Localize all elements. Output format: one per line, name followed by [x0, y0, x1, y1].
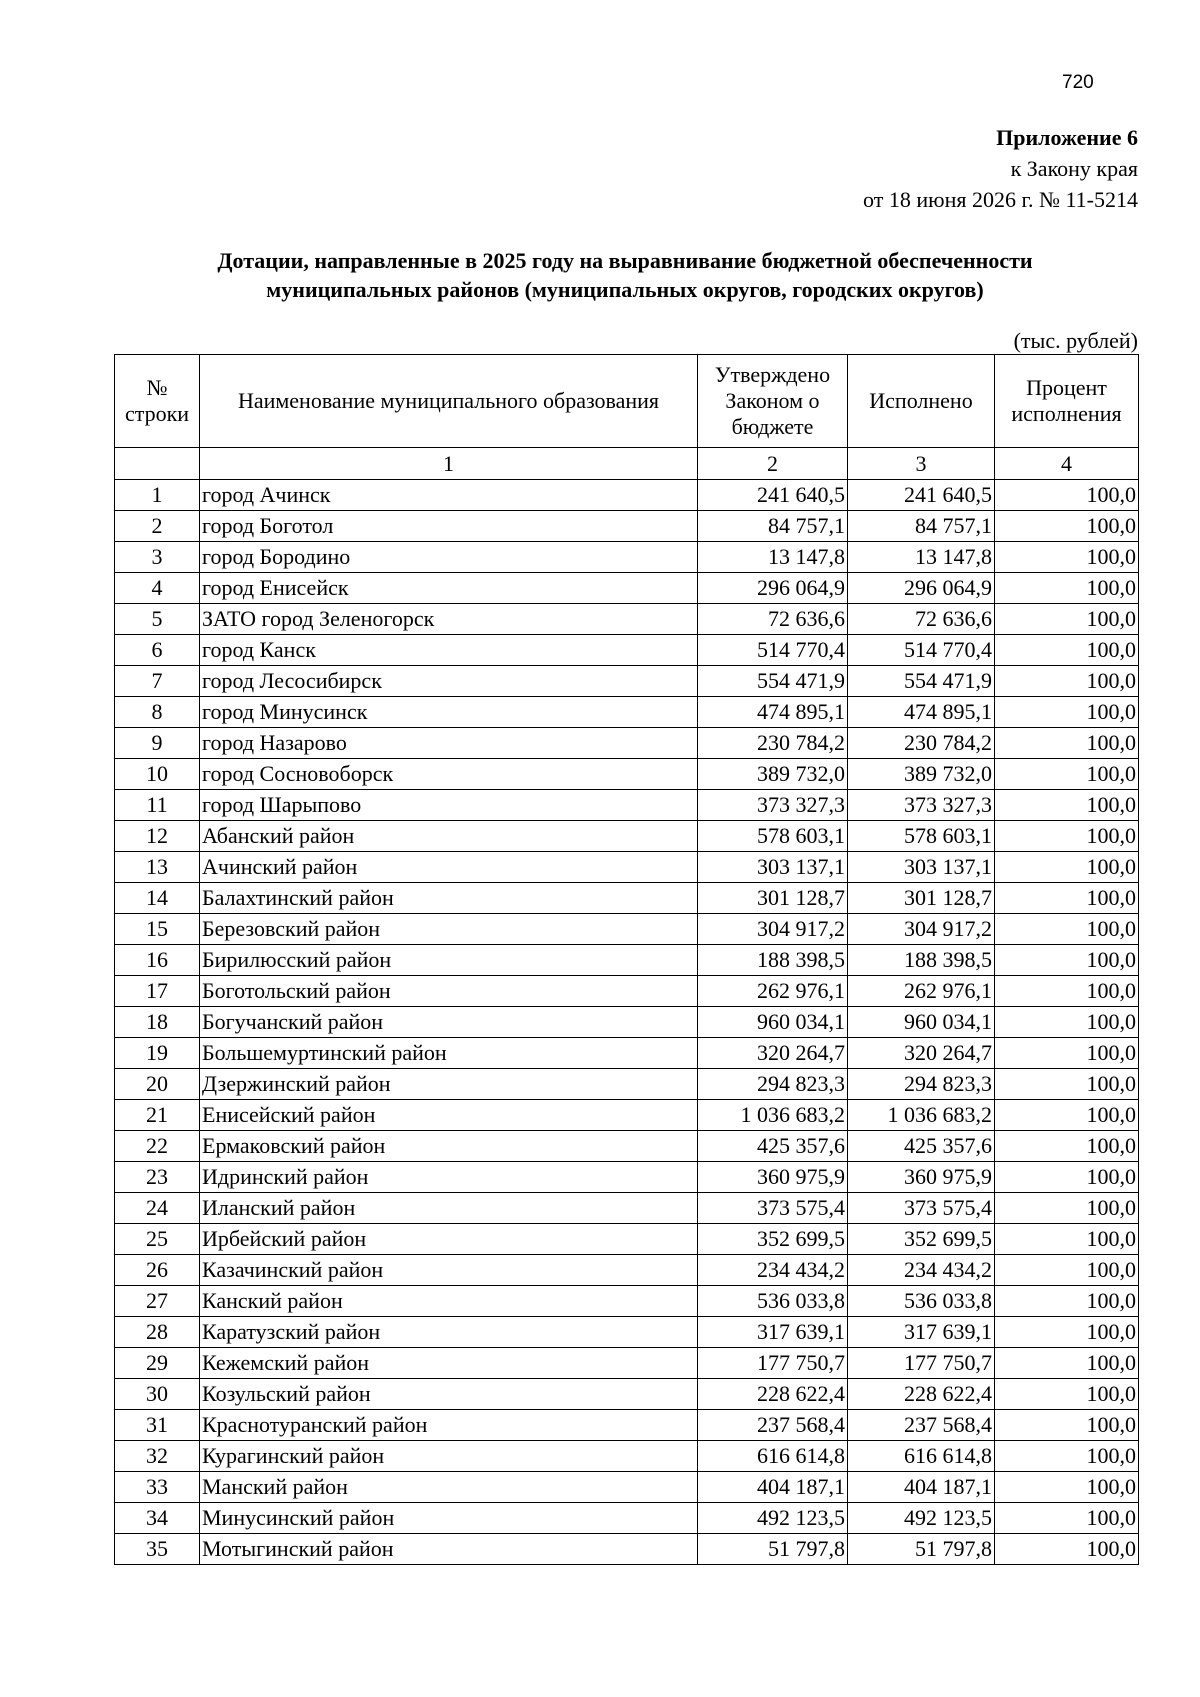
table-row [115, 1224, 1139, 1255]
page-number: 720 [1062, 72, 1094, 93]
table-row [115, 1193, 1139, 1224]
municipality-name: Курагинский район [200, 1441, 698, 1472]
executed-amount: 373 575,4 [848, 1193, 995, 1224]
approved-amount: 960 034,1 [698, 1007, 848, 1038]
table-row [115, 1131, 1139, 1162]
execution-percent: 100,0 [995, 666, 1139, 697]
approved-amount: 237 568,4 [698, 1410, 848, 1441]
table-row [115, 790, 1139, 821]
table-row [115, 1069, 1139, 1100]
execution-percent: 100,0 [995, 790, 1139, 821]
header-row-number: № строки [115, 355, 200, 448]
document-title-line-1: Дотации, направленные в 2025 году на выравнивание бюджетной обеспеченности [217, 248, 1033, 273]
approved-amount: 296 064,9 [698, 573, 848, 604]
municipality-name: Кежемский район [200, 1348, 698, 1379]
row-number: 19 [115, 1038, 200, 1069]
row-number: 26 [115, 1255, 200, 1286]
executed-amount: 492 123,5 [848, 1503, 995, 1534]
approved-amount: 228 622,4 [698, 1379, 848, 1410]
column-number-3: 3 [848, 448, 995, 480]
row-number: 22 [115, 1131, 200, 1162]
row-number: 12 [115, 821, 200, 852]
row-number: 14 [115, 883, 200, 914]
execution-percent: 100,0 [995, 1224, 1139, 1255]
approved-amount: 177 750,7 [698, 1348, 848, 1379]
row-number: 28 [115, 1317, 200, 1348]
municipality-name: Боготольский район [200, 976, 698, 1007]
executed-amount: 262 976,1 [848, 976, 995, 1007]
municipality-name: Березовский район [200, 914, 698, 945]
execution-percent: 100,0 [995, 480, 1139, 511]
executed-amount: 303 137,1 [848, 852, 995, 883]
municipality-name: Идринский район [200, 1162, 698, 1193]
table-row [115, 1410, 1139, 1441]
row-number: 7 [115, 666, 200, 697]
approved-amount: 425 357,6 [698, 1131, 848, 1162]
table-row [115, 1534, 1139, 1565]
municipality-name: Козульский район [200, 1379, 698, 1410]
execution-percent: 100,0 [995, 635, 1139, 666]
municipality-name: Минусинский район [200, 1503, 698, 1534]
row-number: 25 [115, 1224, 200, 1255]
approved-amount: 188 398,5 [698, 945, 848, 976]
table-row [115, 573, 1139, 604]
executed-amount: 1 036 683,2 [848, 1100, 995, 1131]
municipality-name: ЗАТО город Зеленогорск [200, 604, 698, 635]
document-title-line-2: муниципальных районов (муниципальных округов, городских округов) [266, 277, 984, 302]
municipality-name: город Енисейск [200, 573, 698, 604]
execution-percent: 100,0 [995, 852, 1139, 883]
row-number: 32 [115, 1441, 200, 1472]
approved-amount: 389 732,0 [698, 759, 848, 790]
approved-amount: 320 264,7 [698, 1038, 848, 1069]
execution-percent: 100,0 [995, 821, 1139, 852]
executed-amount: 554 471,9 [848, 666, 995, 697]
execution-percent: 100,0 [995, 1131, 1139, 1162]
executed-amount: 425 357,6 [848, 1131, 995, 1162]
appendix-title: Приложение 6 [996, 125, 1138, 150]
execution-percent: 100,0 [995, 1255, 1139, 1286]
municipality-name: Казачинский район [200, 1255, 698, 1286]
row-number: 15 [115, 914, 200, 945]
executed-amount: 13 147,8 [848, 542, 995, 573]
row-number: 6 [115, 635, 200, 666]
approved-amount: 554 471,9 [698, 666, 848, 697]
approved-amount: 303 137,1 [698, 852, 848, 883]
row-number: 21 [115, 1100, 200, 1131]
execution-percent: 100,0 [995, 1503, 1139, 1534]
row-number: 11 [115, 790, 200, 821]
table-header-row [115, 355, 1139, 448]
executed-amount: 228 622,4 [848, 1379, 995, 1410]
executed-amount: 373 327,3 [848, 790, 995, 821]
executed-amount: 960 034,1 [848, 1007, 995, 1038]
execution-percent: 100,0 [995, 604, 1139, 635]
row-number: 31 [115, 1410, 200, 1441]
municipality-name: Балахтинский район [200, 883, 698, 914]
row-number: 8 [115, 697, 200, 728]
approved-amount: 404 187,1 [698, 1472, 848, 1503]
executed-amount: 578 603,1 [848, 821, 995, 852]
table-row [115, 1255, 1139, 1286]
execution-percent: 100,0 [995, 1534, 1139, 1565]
table-row [115, 1441, 1139, 1472]
approved-amount: 578 603,1 [698, 821, 848, 852]
approved-amount: 84 757,1 [698, 511, 848, 542]
table-row [115, 1100, 1139, 1131]
municipality-name: город Шарыпово [200, 790, 698, 821]
table-row [115, 542, 1139, 573]
executed-amount: 234 434,2 [848, 1255, 995, 1286]
approved-amount: 373 327,3 [698, 790, 848, 821]
executed-amount: 389 732,0 [848, 759, 995, 790]
municipality-name: Большемуртинский район [200, 1038, 698, 1069]
execution-percent: 100,0 [995, 1441, 1139, 1472]
row-number: 3 [115, 542, 200, 573]
column-number-2: 2 [698, 448, 848, 480]
approved-amount: 230 784,2 [698, 728, 848, 759]
execution-percent: 100,0 [995, 511, 1139, 542]
executed-amount: 301 128,7 [848, 883, 995, 914]
municipality-name: Канский район [200, 1286, 698, 1317]
approved-amount: 304 917,2 [698, 914, 848, 945]
executed-amount: 72 636,6 [848, 604, 995, 635]
executed-amount: 296 064,9 [848, 573, 995, 604]
row-number: 9 [115, 728, 200, 759]
approved-amount: 294 823,3 [698, 1069, 848, 1100]
approved-amount: 536 033,8 [698, 1286, 848, 1317]
municipality-name: Ачинский район [200, 852, 698, 883]
approved-amount: 616 614,8 [698, 1441, 848, 1472]
column-number-4: 4 [995, 448, 1139, 480]
approved-amount: 51 797,8 [698, 1534, 848, 1565]
row-number: 27 [115, 1286, 200, 1317]
municipality-name: город Бородино [200, 542, 698, 573]
executed-amount: 294 823,3 [848, 1069, 995, 1100]
table-row [115, 1317, 1139, 1348]
approved-amount: 352 699,5 [698, 1224, 848, 1255]
execution-percent: 100,0 [995, 976, 1139, 1007]
table-row [115, 728, 1139, 759]
approved-amount: 262 976,1 [698, 976, 848, 1007]
approved-amount: 241 640,5 [698, 480, 848, 511]
row-number: 24 [115, 1193, 200, 1224]
executed-amount: 536 033,8 [848, 1286, 995, 1317]
municipality-name: город Боготол [200, 511, 698, 542]
row-number: 23 [115, 1162, 200, 1193]
approved-amount: 514 770,4 [698, 635, 848, 666]
table-row [115, 852, 1139, 883]
executed-amount: 404 187,1 [848, 1472, 995, 1503]
table-row [115, 883, 1139, 914]
execution-percent: 100,0 [995, 1069, 1139, 1100]
appendix-law-date: от 18 июня 2026 г. № 11-5214 [863, 187, 1138, 212]
executed-amount: 317 639,1 [848, 1317, 995, 1348]
row-number: 20 [115, 1069, 200, 1100]
row-number: 35 [115, 1534, 200, 1565]
execution-percent: 100,0 [995, 573, 1139, 604]
table-row [115, 1348, 1139, 1379]
execution-percent: 100,0 [995, 1038, 1139, 1069]
executed-amount: 51 797,8 [848, 1534, 995, 1565]
executed-amount: 237 568,4 [848, 1410, 995, 1441]
row-number: 29 [115, 1348, 200, 1379]
table-row [115, 604, 1139, 635]
executed-amount: 230 784,2 [848, 728, 995, 759]
executed-amount: 304 917,2 [848, 914, 995, 945]
header-execution-percent: Процент исполнения [995, 355, 1139, 448]
municipality-name: Абанский район [200, 821, 698, 852]
municipality-name: город Минусинск [200, 697, 698, 728]
execution-percent: 100,0 [995, 1286, 1139, 1317]
executed-amount: 177 750,7 [848, 1348, 995, 1379]
row-number: 4 [115, 573, 200, 604]
table-row [115, 511, 1139, 542]
column-number-1: 1 [200, 448, 698, 480]
appendix-law-reference: к Закону края [1010, 156, 1138, 181]
execution-percent: 100,0 [995, 697, 1139, 728]
municipality-name: город Назарово [200, 728, 698, 759]
row-number: 33 [115, 1472, 200, 1503]
execution-percent: 100,0 [995, 728, 1139, 759]
approved-amount: 474 895,1 [698, 697, 848, 728]
table-row [115, 1007, 1139, 1038]
table-row [115, 821, 1139, 852]
row-number: 18 [115, 1007, 200, 1038]
municipality-name: Бирилюсский район [200, 945, 698, 976]
row-number: 10 [115, 759, 200, 790]
table-row [115, 1379, 1139, 1410]
row-number: 16 [115, 945, 200, 976]
approved-amount: 492 123,5 [698, 1503, 848, 1534]
execution-percent: 100,0 [995, 1007, 1139, 1038]
header-approved-amount: Утверждено Законом о бюджете [698, 355, 848, 448]
table-row [115, 976, 1139, 1007]
table-row [115, 1162, 1139, 1193]
municipality-name: город Канск [200, 635, 698, 666]
table-row [115, 759, 1139, 790]
table-row [115, 1503, 1139, 1534]
execution-percent: 100,0 [995, 1348, 1139, 1379]
appendix-header [863, 122, 1138, 215]
municipality-name: Каратузский район [200, 1317, 698, 1348]
execution-percent: 100,0 [995, 914, 1139, 945]
approved-amount: 72 636,6 [698, 604, 848, 635]
approved-amount: 1 036 683,2 [698, 1100, 848, 1131]
municipality-name: Ирбейский район [200, 1224, 698, 1255]
execution-percent: 100,0 [995, 759, 1139, 790]
municipality-name: город Ачинск [200, 480, 698, 511]
table-row [115, 480, 1139, 511]
executed-amount: 352 699,5 [848, 1224, 995, 1255]
header-executed-amount: Исполнено [848, 355, 995, 448]
execution-percent: 100,0 [995, 1100, 1139, 1131]
header-municipality-name: Наименование муниципального образования [200, 355, 698, 448]
approved-amount: 301 128,7 [698, 883, 848, 914]
municipality-name: Богучанский район [200, 1007, 698, 1038]
table-row [115, 1286, 1139, 1317]
column-number-blank [115, 448, 200, 480]
table-row [115, 914, 1139, 945]
municipality-name: город Лесосибирск [200, 666, 698, 697]
approved-amount: 317 639,1 [698, 1317, 848, 1348]
executed-amount: 360 975,9 [848, 1162, 995, 1193]
row-number: 13 [115, 852, 200, 883]
execution-percent: 100,0 [995, 1379, 1139, 1410]
document-title [0, 246, 1200, 304]
table-row [115, 635, 1139, 666]
table-row [115, 697, 1139, 728]
executed-amount: 84 757,1 [848, 511, 995, 542]
executed-amount: 474 895,1 [848, 697, 995, 728]
row-number: 5 [115, 604, 200, 635]
execution-percent: 100,0 [995, 1317, 1139, 1348]
municipality-name: Ермаковский район [200, 1131, 698, 1162]
execution-percent: 100,0 [995, 1410, 1139, 1441]
table-body [115, 480, 1139, 1565]
row-number: 2 [115, 511, 200, 542]
row-number: 34 [115, 1503, 200, 1534]
executed-amount: 514 770,4 [848, 635, 995, 666]
execution-percent: 100,0 [995, 883, 1139, 914]
table-row [115, 1038, 1139, 1069]
municipality-name: Краснотуранский район [200, 1410, 698, 1441]
municipality-name: Енисейский район [200, 1100, 698, 1131]
execution-percent: 100,0 [995, 1162, 1139, 1193]
table-row [115, 945, 1139, 976]
execution-percent: 100,0 [995, 1193, 1139, 1224]
approved-amount: 373 575,4 [698, 1193, 848, 1224]
approved-amount: 13 147,8 [698, 542, 848, 573]
column-numbers-row [115, 448, 1139, 480]
execution-percent: 100,0 [995, 542, 1139, 573]
table-row [115, 666, 1139, 697]
municipality-name: Мотыгинский район [200, 1534, 698, 1565]
row-number: 1 [115, 480, 200, 511]
execution-percent: 100,0 [995, 945, 1139, 976]
municipality-name: Манский район [200, 1472, 698, 1503]
table-row [115, 1472, 1139, 1503]
row-number: 17 [115, 976, 200, 1007]
approved-amount: 234 434,2 [698, 1255, 848, 1286]
row-number: 30 [115, 1379, 200, 1410]
municipality-name: город Сосновоборск [200, 759, 698, 790]
approved-amount: 360 975,9 [698, 1162, 848, 1193]
subsidies-table [114, 354, 1139, 1565]
executed-amount: 616 614,8 [848, 1441, 995, 1472]
execution-percent: 100,0 [995, 1472, 1139, 1503]
executed-amount: 241 640,5 [848, 480, 995, 511]
municipality-name: Дзержинский район [200, 1069, 698, 1100]
executed-amount: 188 398,5 [848, 945, 995, 976]
municipality-name: Иланский район [200, 1193, 698, 1224]
executed-amount: 320 264,7 [848, 1038, 995, 1069]
units-note: (тыс. рублей) [1013, 328, 1138, 353]
